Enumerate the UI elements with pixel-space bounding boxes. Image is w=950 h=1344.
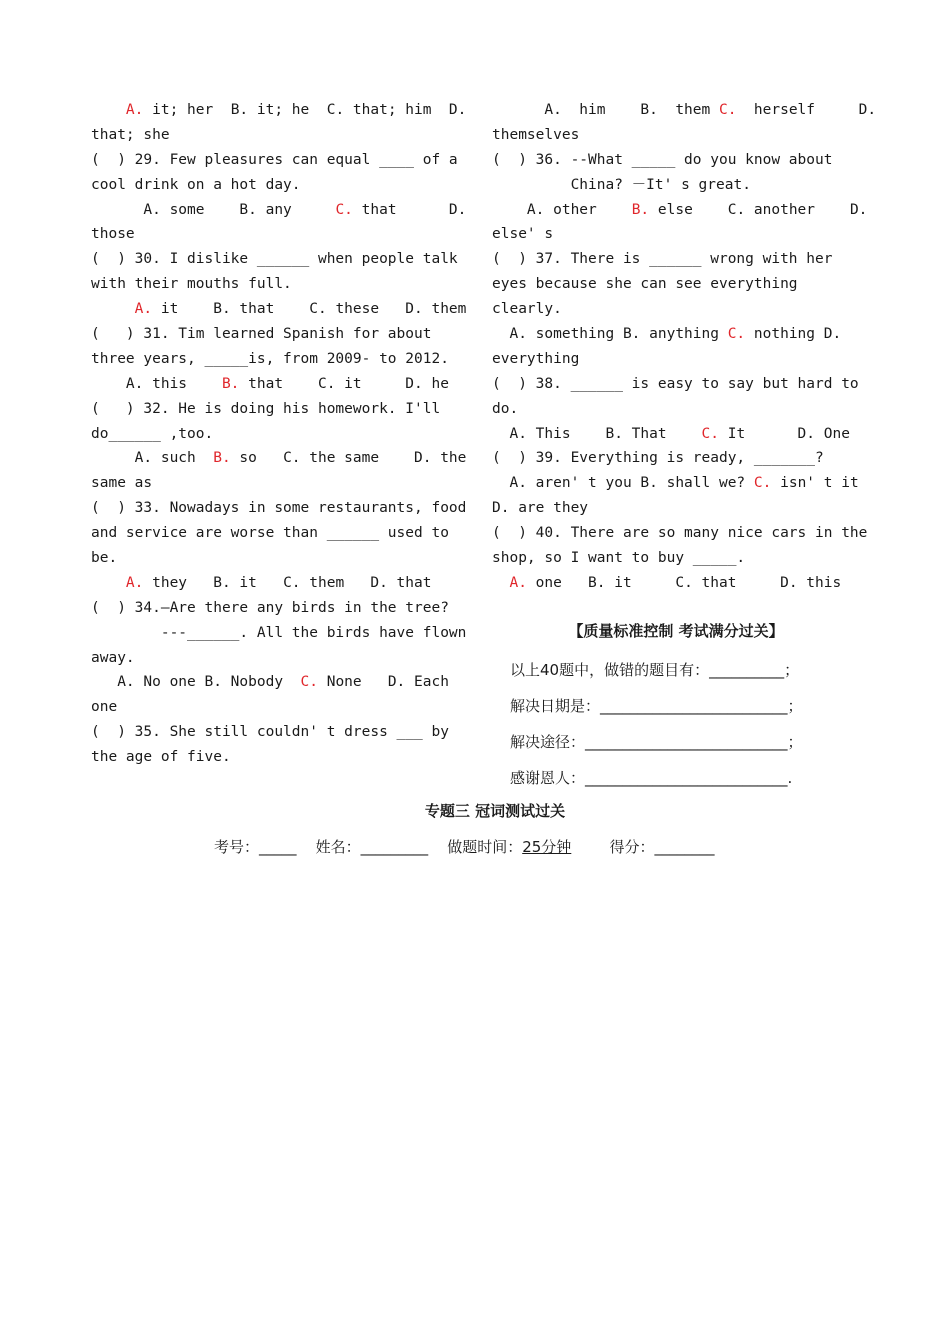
answer-marker: B. <box>213 450 231 467</box>
question-line <box>492 422 860 447</box>
answer-marker: C. <box>753 475 772 492</box>
line-text: else' s <box>492 226 554 243</box>
line-text: A. other <box>492 201 632 218</box>
quality-line-solve-date: 解决日期是：_________________________； <box>510 697 803 715</box>
answer-marker: A. <box>125 574 144 591</box>
line-text: clearly. <box>492 301 562 318</box>
line-text: None D. Each <box>317 674 449 691</box>
question-line <box>492 173 860 198</box>
quality-control-title: 【质量标准控制 考试满分过关】 <box>568 622 784 640</box>
time-label: 做题时间： <box>447 838 523 856</box>
answer-marker: C. <box>701 425 719 442</box>
question-line <box>91 347 458 372</box>
line-text: A. No one B. Nobody <box>91 674 301 691</box>
line-text: ( ) 33. Nowadays in some restaurants, food <box>91 500 467 517</box>
line-text: it; her B. it; he C. that; him D. <box>143 102 467 118</box>
line-text <box>91 575 126 591</box>
question-line <box>492 397 860 422</box>
line-text: A. something B. anything <box>492 326 728 343</box>
line-text: be. <box>91 550 118 567</box>
line-text: that D. <box>352 201 467 218</box>
question-line <box>91 148 458 173</box>
question-line <box>492 571 860 596</box>
question-line <box>91 222 458 247</box>
question-line <box>91 670 458 695</box>
line-text: away. <box>91 649 135 666</box>
line-text: A. this <box>91 375 222 392</box>
line-text: those <box>91 226 135 243</box>
quality-line-thanks: 感谢恩人：___________________________. <box>510 769 793 787</box>
line-text: ( ) 37. There is ______ wrong with her <box>492 251 833 268</box>
line-text <box>91 301 135 317</box>
line-text: shop, so I want to buy _____. <box>492 550 746 567</box>
line-text: themselves <box>492 126 580 143</box>
question-line <box>492 148 860 173</box>
line-text: three years, _____is, from 2009- to 2012. <box>91 350 449 367</box>
question-line <box>492 198 868 223</box>
question-line <box>492 222 860 247</box>
line-text: ( ) 30. I dislike ______ when people talk <box>91 251 458 268</box>
time-value: 25分钟 <box>522 838 572 856</box>
question-line <box>492 297 860 322</box>
line-text: herself D. <box>736 102 877 118</box>
line-text: they B. it C. them D. that <box>143 574 432 591</box>
line-text: ( ) 32. He is doing his homework. I'll <box>91 400 441 417</box>
line-text: isn' t it <box>771 475 859 492</box>
question-line <box>492 247 860 272</box>
quality-line-solve-method: 解决途径：___________________________； <box>510 733 803 751</box>
answer-marker: B. <box>631 201 650 218</box>
question-line <box>492 471 860 496</box>
question-line <box>91 198 467 223</box>
answer-marker: C. <box>335 201 353 218</box>
name-field: 姓名：_________ <box>315 838 429 856</box>
answer-marker: A. <box>509 574 527 591</box>
question-line <box>492 546 860 571</box>
question-line <box>91 272 458 297</box>
question-line <box>492 347 860 372</box>
question-line <box>91 322 458 347</box>
question-line <box>91 745 458 770</box>
line-text: one <box>91 699 118 716</box>
answer-marker: C. <box>718 102 737 118</box>
line-text: else C. another D. <box>649 201 868 218</box>
line-text: with their mouths full. <box>91 276 292 293</box>
question-line <box>91 621 467 646</box>
line-text: ---______. All the birds have flown <box>91 624 467 641</box>
line-text: cool drink on a hot day. <box>91 176 301 193</box>
line-text: and service are worse than ______ used to <box>91 525 449 542</box>
question-line <box>91 646 458 671</box>
line-text: that C. it D. he <box>239 375 449 392</box>
question-line <box>91 98 467 123</box>
line-text: ( ) 31. Tim learned Spanish for about <box>91 326 432 343</box>
question-line <box>492 521 868 546</box>
line-text: ( ) 38. ______ is easy to say but hard to <box>492 375 859 392</box>
question-line <box>91 422 458 447</box>
line-text: A. such <box>91 450 214 467</box>
line-text: A. This B. That <box>492 425 702 442</box>
line-text: that; she <box>91 126 170 143</box>
line-text <box>492 575 509 591</box>
line-text: nothing D. <box>745 326 842 343</box>
line-text: the age of five. <box>91 749 231 766</box>
question-line <box>492 272 860 297</box>
question-line <box>91 372 458 397</box>
question-line <box>91 546 458 571</box>
question-line <box>91 397 458 422</box>
question-line <box>91 596 458 621</box>
answer-marker: C. <box>300 674 318 691</box>
question-line <box>91 695 458 720</box>
question-line <box>91 123 458 148</box>
question-line <box>91 446 467 471</box>
question-line <box>492 372 860 397</box>
score-field: 得分：________ <box>609 838 715 856</box>
line-text: A. some B. any <box>91 201 336 218</box>
question-line <box>91 297 467 322</box>
line-text: It D. One <box>718 425 850 442</box>
line-text: eyes because she can see everything <box>492 276 798 293</box>
question-line <box>492 496 860 521</box>
line-text: A. him B. them <box>492 102 719 118</box>
question-line <box>492 446 860 471</box>
line-text: ( ) 40. There are so many nice cars in the <box>492 525 868 542</box>
line-text: it B. that C. these D. them <box>152 301 467 318</box>
line-text: A. aren' t you B. shall we? <box>492 475 754 492</box>
line-text: ( ) 36. --What _____ do you know about <box>492 151 833 168</box>
line-text: do. <box>492 400 519 417</box>
question-line <box>492 123 860 148</box>
answer-marker: A. <box>125 102 144 118</box>
line-text: same as <box>91 475 153 492</box>
right-column <box>492 98 877 596</box>
question-line <box>91 496 467 521</box>
line-text: China? －It' s great. <box>492 176 751 193</box>
line-text: ( ) 39. Everything is ready, _______? <box>492 450 824 467</box>
question-line <box>91 521 458 546</box>
question-line <box>91 247 458 272</box>
question-line <box>91 571 458 596</box>
question-line <box>91 471 458 496</box>
question-line <box>91 720 458 745</box>
line-text: everything <box>492 350 580 367</box>
question-line <box>492 98 877 123</box>
line-text: ( ) 35. She still couldn' t dress ___ by <box>91 724 449 741</box>
line-text <box>91 102 126 118</box>
quality-line-wrong-questions: 以上40题中，做错的题目有：__________； <box>510 661 800 679</box>
line-text: one B. it C. that D. this <box>526 574 842 591</box>
question-line <box>91 173 458 198</box>
exam-number-field: 考号：_____ <box>214 838 297 856</box>
line-text: ( ) 34.—Are there any birds in the tree? <box>91 599 449 616</box>
answer-marker: B. <box>221 375 240 392</box>
line-text: so C. the same D. the <box>230 450 467 467</box>
exam-info-line <box>214 836 714 857</box>
line-text: D. are they <box>492 500 589 517</box>
topic-title: 专题三 冠词测试过关 <box>424 802 566 820</box>
line-text: ( ) 29. Few pleasures can equal ____ of a <box>91 151 458 168</box>
left-column <box>91 98 467 770</box>
answer-marker: A. <box>134 301 153 318</box>
question-line <box>492 322 860 347</box>
answer-marker: C. <box>727 326 746 343</box>
line-text: do______ ,too. <box>91 425 214 442</box>
